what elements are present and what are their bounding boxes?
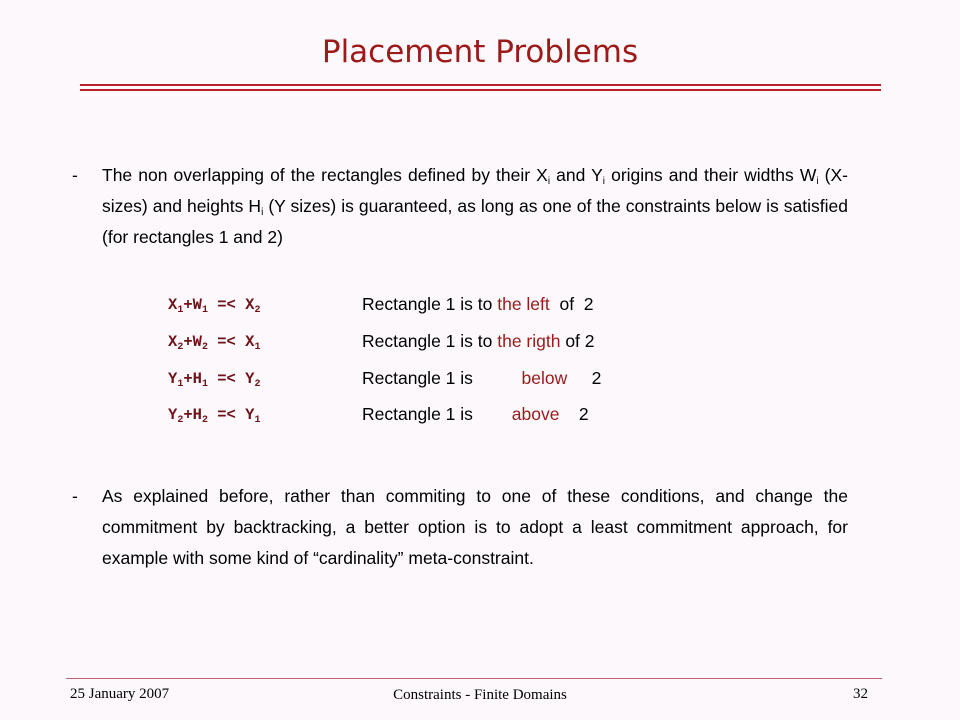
subscript: i bbox=[261, 207, 264, 218]
text-segment: and Y bbox=[550, 165, 603, 185]
subscript: i bbox=[547, 176, 551, 187]
constraint-formula: $Y_2+H_2 =< Y_1$ bbox=[168, 406, 261, 426]
footer-page-number: 32 bbox=[853, 686, 868, 702]
subscript: i bbox=[602, 176, 606, 187]
subscript: i bbox=[816, 176, 819, 187]
bullet-least-commitment bbox=[72, 481, 848, 574]
constraint-formula: $X_1+W_1 =< X_2$ bbox=[168, 296, 261, 316]
bullet-text bbox=[102, 160, 848, 253]
bullet-text: As explained before, rather than commiting to one of these conditions, and change the commitment by backtracking, a better option is to adopt a least commitment approach, for example with some kind of “cardinality” meta-constraint. bbox=[102, 486, 848, 568]
bullet-dash: - bbox=[72, 165, 78, 185]
constraint-description: Rectangle 1 is above 2 bbox=[362, 404, 589, 424]
text-segment: (Y sizes) is guaranteed, as long as one of the constraints below is satisfied (for rectangles 1 and 2) bbox=[102, 196, 848, 247]
footer-date: 25 January 2007 bbox=[70, 686, 170, 702]
constraint-description: Rectangle 1 is to the left of 2 bbox=[362, 294, 594, 314]
footer-course: Constraints - Finite Domains bbox=[393, 687, 567, 703]
text-segment: origins and their widths W bbox=[605, 165, 817, 185]
text-segment: (X-sizes) and heights H bbox=[102, 165, 848, 216]
constraint-formula: $X_2+W_2 =< X_1$ bbox=[168, 333, 261, 353]
constraint-row bbox=[168, 406, 808, 442]
footer-rule bbox=[66, 678, 882, 679]
title-underline bbox=[80, 84, 881, 91]
bullet-overlap-conditions bbox=[72, 160, 848, 253]
constraint-formula: $Y_1+H_1 =< Y_2$ bbox=[168, 370, 261, 390]
constraint-row bbox=[168, 333, 808, 369]
constraint-description: Rectangle 1 is below 2 bbox=[362, 368, 602, 388]
bullet-dash: - bbox=[72, 486, 78, 506]
slide-title: Placement Problems bbox=[321, 34, 639, 70]
constraint-row bbox=[168, 296, 808, 332]
constraint-description: Rectangle 1 is to the rigth of 2 bbox=[362, 331, 595, 351]
constraint-row bbox=[168, 370, 808, 406]
text-segment: The non overlapping of the rectangles defined by their X bbox=[102, 165, 548, 185]
